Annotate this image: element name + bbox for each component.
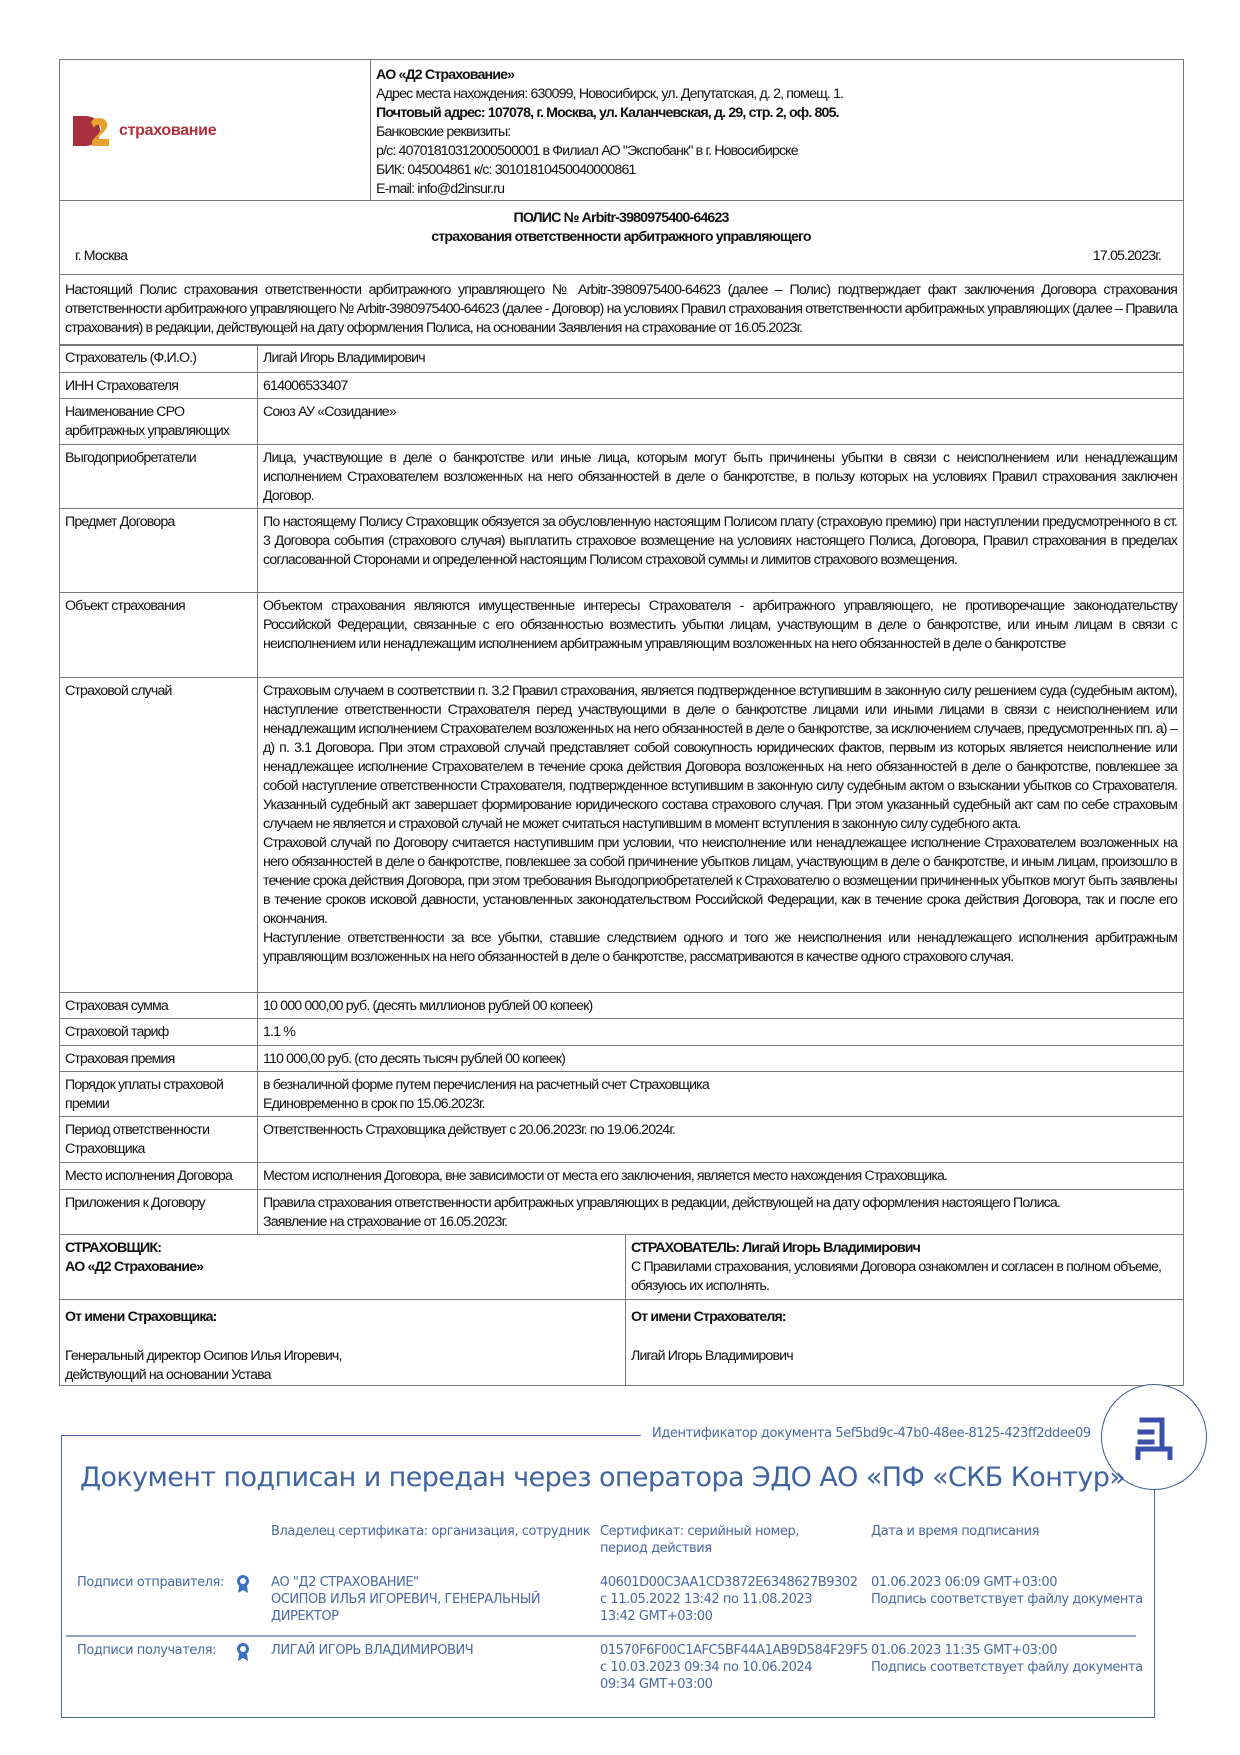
term-label: Страховая премия	[60, 1046, 258, 1072]
term-value	[258, 1072, 1184, 1117]
signatures-table	[59, 1234, 1184, 1386]
term-label: Страховая сумма	[60, 993, 258, 1019]
terms-row	[60, 509, 1184, 593]
logo-text: страхование	[119, 122, 217, 139]
terms-row	[60, 345, 1184, 373]
term-value	[258, 1046, 1184, 1072]
sender-status: Подпись соответствует файлу документа	[871, 1592, 1143, 1607]
recipient-cert-serial: 01570F6F00C1AFC5BF44A1AB9D584F29F5	[600, 1643, 868, 1658]
company-logo	[71, 114, 364, 148]
insured-signer: Лигай Игорь Владимирович	[631, 1347, 793, 1364]
insurer-name: АО «Д2 Страхование»	[65, 1258, 204, 1275]
terms-row	[60, 1072, 1184, 1117]
insured-block	[626, 1234, 1184, 1299]
insurer-title: СТРАХОВЩИК:	[65, 1239, 162, 1256]
col-header-cert: Сертификат: серийный номер, период действия	[600, 1524, 799, 1556]
term-value-paragraph: Страховой случай по Договору считается наступившим при условии, что неисполнение или ненадлежащее исполнение Страхователем возложенных на него обязанностей в деле о банкротстве, повлекшее за собой причинение убытков лицам, участвующим в деле о банкротстве, и иным лицам, произошло в течение срока действия Договора, при этом требования Выгодоприобретателей к Страхователю о возмещении причиненных убытков могут быть заявлены в течение сроков исковой давности, установленных законодательством Российской Федерации, как в течение срока действия Договора, так и после его окончания.	[263, 835, 1177, 927]
term-value-paragraph: Ответственность Страховщика действует с 20.06.2023г. по 19.06.2024г.	[263, 1122, 676, 1138]
recipient-person: ЛИГАЙ ИГОРЬ ВЛАДИМИРОВИЧ	[271, 1643, 474, 1658]
terms-row	[60, 399, 1184, 445]
company-address: Адрес места нахождения: 630099, Новосибирск, ул. Депутатская, д. 2, помещ. 1.	[376, 86, 844, 102]
terms-row	[60, 593, 1184, 678]
term-label: Страхователь (Ф.И.О.)	[60, 345, 258, 373]
terms-row	[60, 1163, 1184, 1190]
recipient-label: Подписи получателя:	[77, 1643, 217, 1658]
term-label: Предмет Договора	[60, 509, 258, 593]
term-value	[258, 399, 1184, 445]
term-value-paragraph: Наступление ответственности за все убытки, ставшие следствием одного и того же неисполнения или ненадлежащего исполнения арбитражным управляющим возложенных на него обязанностей в деле о банкротстве, рассматриваются в качестве одного страхового случая.	[263, 930, 1177, 965]
sender-datetime: 01.06.2023 06:09 GMT+03:00	[871, 1575, 1058, 1590]
terms-row	[60, 1019, 1184, 1046]
term-value-paragraph: 10 000 000,00 руб. (десять миллионов рублей 00 копеек)	[263, 998, 593, 1014]
policy-city: г. Москва	[75, 247, 128, 264]
sender-label: Подписи отправителя:	[77, 1575, 224, 1590]
term-label: Место исполнения Договора	[60, 1163, 258, 1190]
sender-cert-period: с 11.05.2022 13:42 по 11.08.2023 13:42 GMT+03:00	[600, 1592, 813, 1624]
insurer-signer: Генеральный директор Осипов Илья Игоревич,	[65, 1347, 342, 1364]
term-value	[258, 373, 1184, 399]
bank-account: р/с: 40701810312000500001 в Филиал АО "Экспобанк" в г. Новосибирске	[376, 143, 798, 159]
term-value-paragraph: По настоящему Полису Страховщик обязуется за обусловленную настоящим Полисом плату (страховую премию) при наступлении предусмотренного в ст. 3 Договора события (страхового случая) выплатить страховое возмещение на условиях настоящего Полиса, Договора, Правил страхования в пределах согласованной Сторонами и определенной настоящим Полисом страховой суммы и лимитов страхового возмещения.	[263, 514, 1177, 568]
term-value	[258, 509, 1184, 593]
term-value-paragraph: Единовременно в срок по 15.06.2023г.	[263, 1096, 485, 1112]
term-value-paragraph: Объектом страхования являются имущественные интересы Страхователя - арбитражного управляющего, не противоречащие законодательству Российской Федерации, связанные с его обязанностью возместить убытки лицам, участвующим в деле о банкротстве, или иным лицам в связи с неисполнением или ненадлежащим исполнением арбитражным управляющим возложенных на него обязанностей в деле о банкротстве	[263, 598, 1177, 652]
term-label: Период ответственности Страховщика	[60, 1117, 258, 1163]
term-label: Порядок уплаты страховой премии	[60, 1072, 258, 1117]
term-value-paragraph: Страховым случаем в соответствии п. 3.2 Правил страхования, является подтвержденное вступившим в законную силу решением суда (судебным актом), наступление ответственности Страхователя перед участвующими в деле о банкротстве лицами или иными лицами в связи с неисполнением или ненадлежащим исполнением Страхователем возложенных на него обязанностей в деле о банкротстве, за исключением случаев, предусмотренных пп. а) – д) п. 3.1 Договора. При этом страховой случай представляет собой совокупность юридических фактов, первым из которых является неисполнение или ненадлежащее исполнение Страхователем в течение срока действия Договора возложенных на него обязанностей в деле о банкротстве, повлекшее за собой наступление ответственности Страхователя, подтвержденное вступившим в законную силу судебным актом о взыскании убытков со Страхователя. Указанный судебный акт завершает формирование юридического состава страхового случая. При этом указанный судебный акт сам по себе страховым случаем не является и страховой случай не может считаться наступившим в момент вступления в законную силу судебного акта.	[263, 683, 1177, 832]
term-value-paragraph: Лигай Игорь Владимирович	[263, 350, 425, 366]
document-id: Идентификатор документа 5ef5bd9c-47b0-48ee-8125-423ff2ddee09	[652, 1426, 1091, 1441]
insured-title: СТРАХОВАТЕЛЬ: Лигай Игорь Владимирович	[631, 1239, 921, 1256]
term-value-paragraph: Союз АУ «Созидание»	[263, 404, 396, 420]
policy-subtitle: страхования ответственности арбитражного управляющего	[431, 228, 811, 245]
term-label: Объект страхования	[60, 593, 258, 678]
sender-cert-serial: 40601D00C3AA1CD3872E6348627B9302	[600, 1575, 858, 1590]
policy-title: ПОЛИС № Arbitr-3980975400-64623	[513, 209, 729, 226]
terms-row	[60, 1117, 1184, 1163]
insurance-policy	[59, 59, 1184, 1386]
term-value	[258, 993, 1184, 1019]
policy-header-table	[59, 59, 1184, 201]
on-behalf-insurer: От имени Страховщика:	[65, 1308, 217, 1325]
term-value-paragraph: 1.1 %	[263, 1024, 296, 1040]
insurer-signature	[60, 1299, 626, 1385]
certificate-badge-icon	[236, 1574, 250, 1594]
term-value	[258, 593, 1184, 678]
policy-intro: Настоящий Полис страхования ответственности арбитражного управляющего № Arbitr-3980975400-64623 (далее – Полис) подтверждает факт заключения Договора страхования ответственности арбитражного управляющего № Arbitr-3980975400-64623 (далее - Договор) на условиях Правил страхования ответственности арбитражных управляющих (далее – Правила страхования) в редакции, действующей на дату оформления Полиса, на основании Заявления на страхование от 16.05.2023г.	[60, 274, 1184, 345]
policy-title-table	[59, 200, 1184, 346]
company-email: E-mail: info@d2insur.ru	[376, 181, 505, 197]
policy-date: 17.05.2023г.	[1092, 247, 1161, 264]
recipient-cert-period: с 10.03.2023 09:34 по 10.06.2024 09:34 GMT+03:00	[600, 1660, 813, 1692]
col-header-date: Дата и время подписания	[871, 1524, 1039, 1539]
terms-row	[60, 445, 1184, 509]
term-value	[258, 1190, 1184, 1235]
term-value-paragraph: в безналичной форме путем перечисления на расчетный счет Страховщика	[263, 1077, 709, 1093]
term-label: Приложения к Договору	[60, 1190, 258, 1235]
term-label: ИНН Страхователя	[60, 373, 258, 399]
term-label: Страховой тариф	[60, 1019, 258, 1046]
stamp-title: Документ подписан и передан через оператора ЭДО АО «ПФ «СКБ Контур»	[80, 1462, 1126, 1493]
insured-note: С Правилами страхования, условиями Договора ознакомлен и согласен в полном объеме, обязуюсь их исполнять.	[631, 1258, 1162, 1294]
d2-logo-icon	[71, 114, 113, 148]
stamp-row-divider	[66, 1635, 1136, 1637]
term-value	[258, 445, 1184, 509]
company-name: АО «Д2 Страхование»	[376, 67, 515, 83]
bank-bik: БИК: 045004861 к/с: 30101810450040000861	[376, 162, 636, 178]
col-header-owner: Владелец сертификата: организация, сотрудник	[271, 1524, 591, 1539]
insurer-block	[60, 1234, 626, 1299]
term-value	[258, 345, 1184, 373]
term-value	[258, 1163, 1184, 1190]
company-details	[371, 60, 1184, 201]
term-value-paragraph: Лица, участвующие в деле о банкротстве или иные лица, которым могут быть причинены убытки в связи с неисполнением или ненадлежащим исполнением Страхователем возложенных на него обязанностей в деле о банкротстве, в пользу которых на условиях Правил страхования заключен Договор.	[263, 450, 1177, 504]
term-label: Наименование СРО арбитражных управляющих	[60, 399, 258, 445]
logo-cell	[60, 60, 371, 201]
terms-row	[60, 1046, 1184, 1072]
certificate-badge-icon	[236, 1642, 250, 1662]
term-value-paragraph: 110 000,00 руб. (сто десять тысяч рублей 00 копеек)	[263, 1051, 565, 1067]
term-label: Выгодоприобретатели	[60, 445, 258, 509]
term-value	[258, 678, 1184, 993]
terms-row	[60, 678, 1184, 993]
stamp-top-line	[61, 1435, 641, 1436]
term-value-paragraph: Заявление на страхование от 16.05.2023г.	[263, 1214, 508, 1230]
company-postal-address: Почтовый адрес: 107078, г. Москва, ул. Каланчевская, д. 29, стр. 2, оф. 805.	[376, 105, 839, 121]
insurer-basis: действующий на основании Устава	[65, 1366, 271, 1383]
policy-terms-table	[59, 344, 1184, 1235]
term-value	[258, 1019, 1184, 1046]
recipient-datetime: 01.06.2023 11:35 GMT+03:00	[871, 1643, 1058, 1658]
sender-org: АО "Д2 СТРАХОВАНИЕ"	[271, 1575, 419, 1590]
term-label: Страховой случай	[60, 678, 258, 993]
term-value-paragraph: Местом исполнения Договора, вне зависимости от места его заключения, является место нахождения Страховщика.	[263, 1168, 948, 1184]
bank-label: Банковские реквизиты:	[376, 124, 511, 140]
on-behalf-insured: От имени Страхователя:	[631, 1308, 786, 1325]
term-value	[258, 1117, 1184, 1163]
sender-person: ОСИПОВ ИЛЬЯ ИГОРЕВИЧ, ГЕНЕРАЛЬНЫЙ ДИРЕКТОР	[271, 1592, 541, 1624]
terms-row	[60, 993, 1184, 1019]
terms-row	[60, 373, 1184, 399]
term-value-paragraph: 614006533407	[263, 378, 348, 394]
term-value-paragraph: Правила страхования ответственности арбитражных управляющих в редакции, действующей на дату оформления настоящего Полиса.	[263, 1195, 1061, 1211]
kontur-logo-icon	[1134, 1414, 1174, 1460]
insured-signature	[626, 1299, 1184, 1385]
terms-row	[60, 1190, 1184, 1235]
recipient-status: Подпись соответствует файлу документа	[871, 1660, 1143, 1675]
